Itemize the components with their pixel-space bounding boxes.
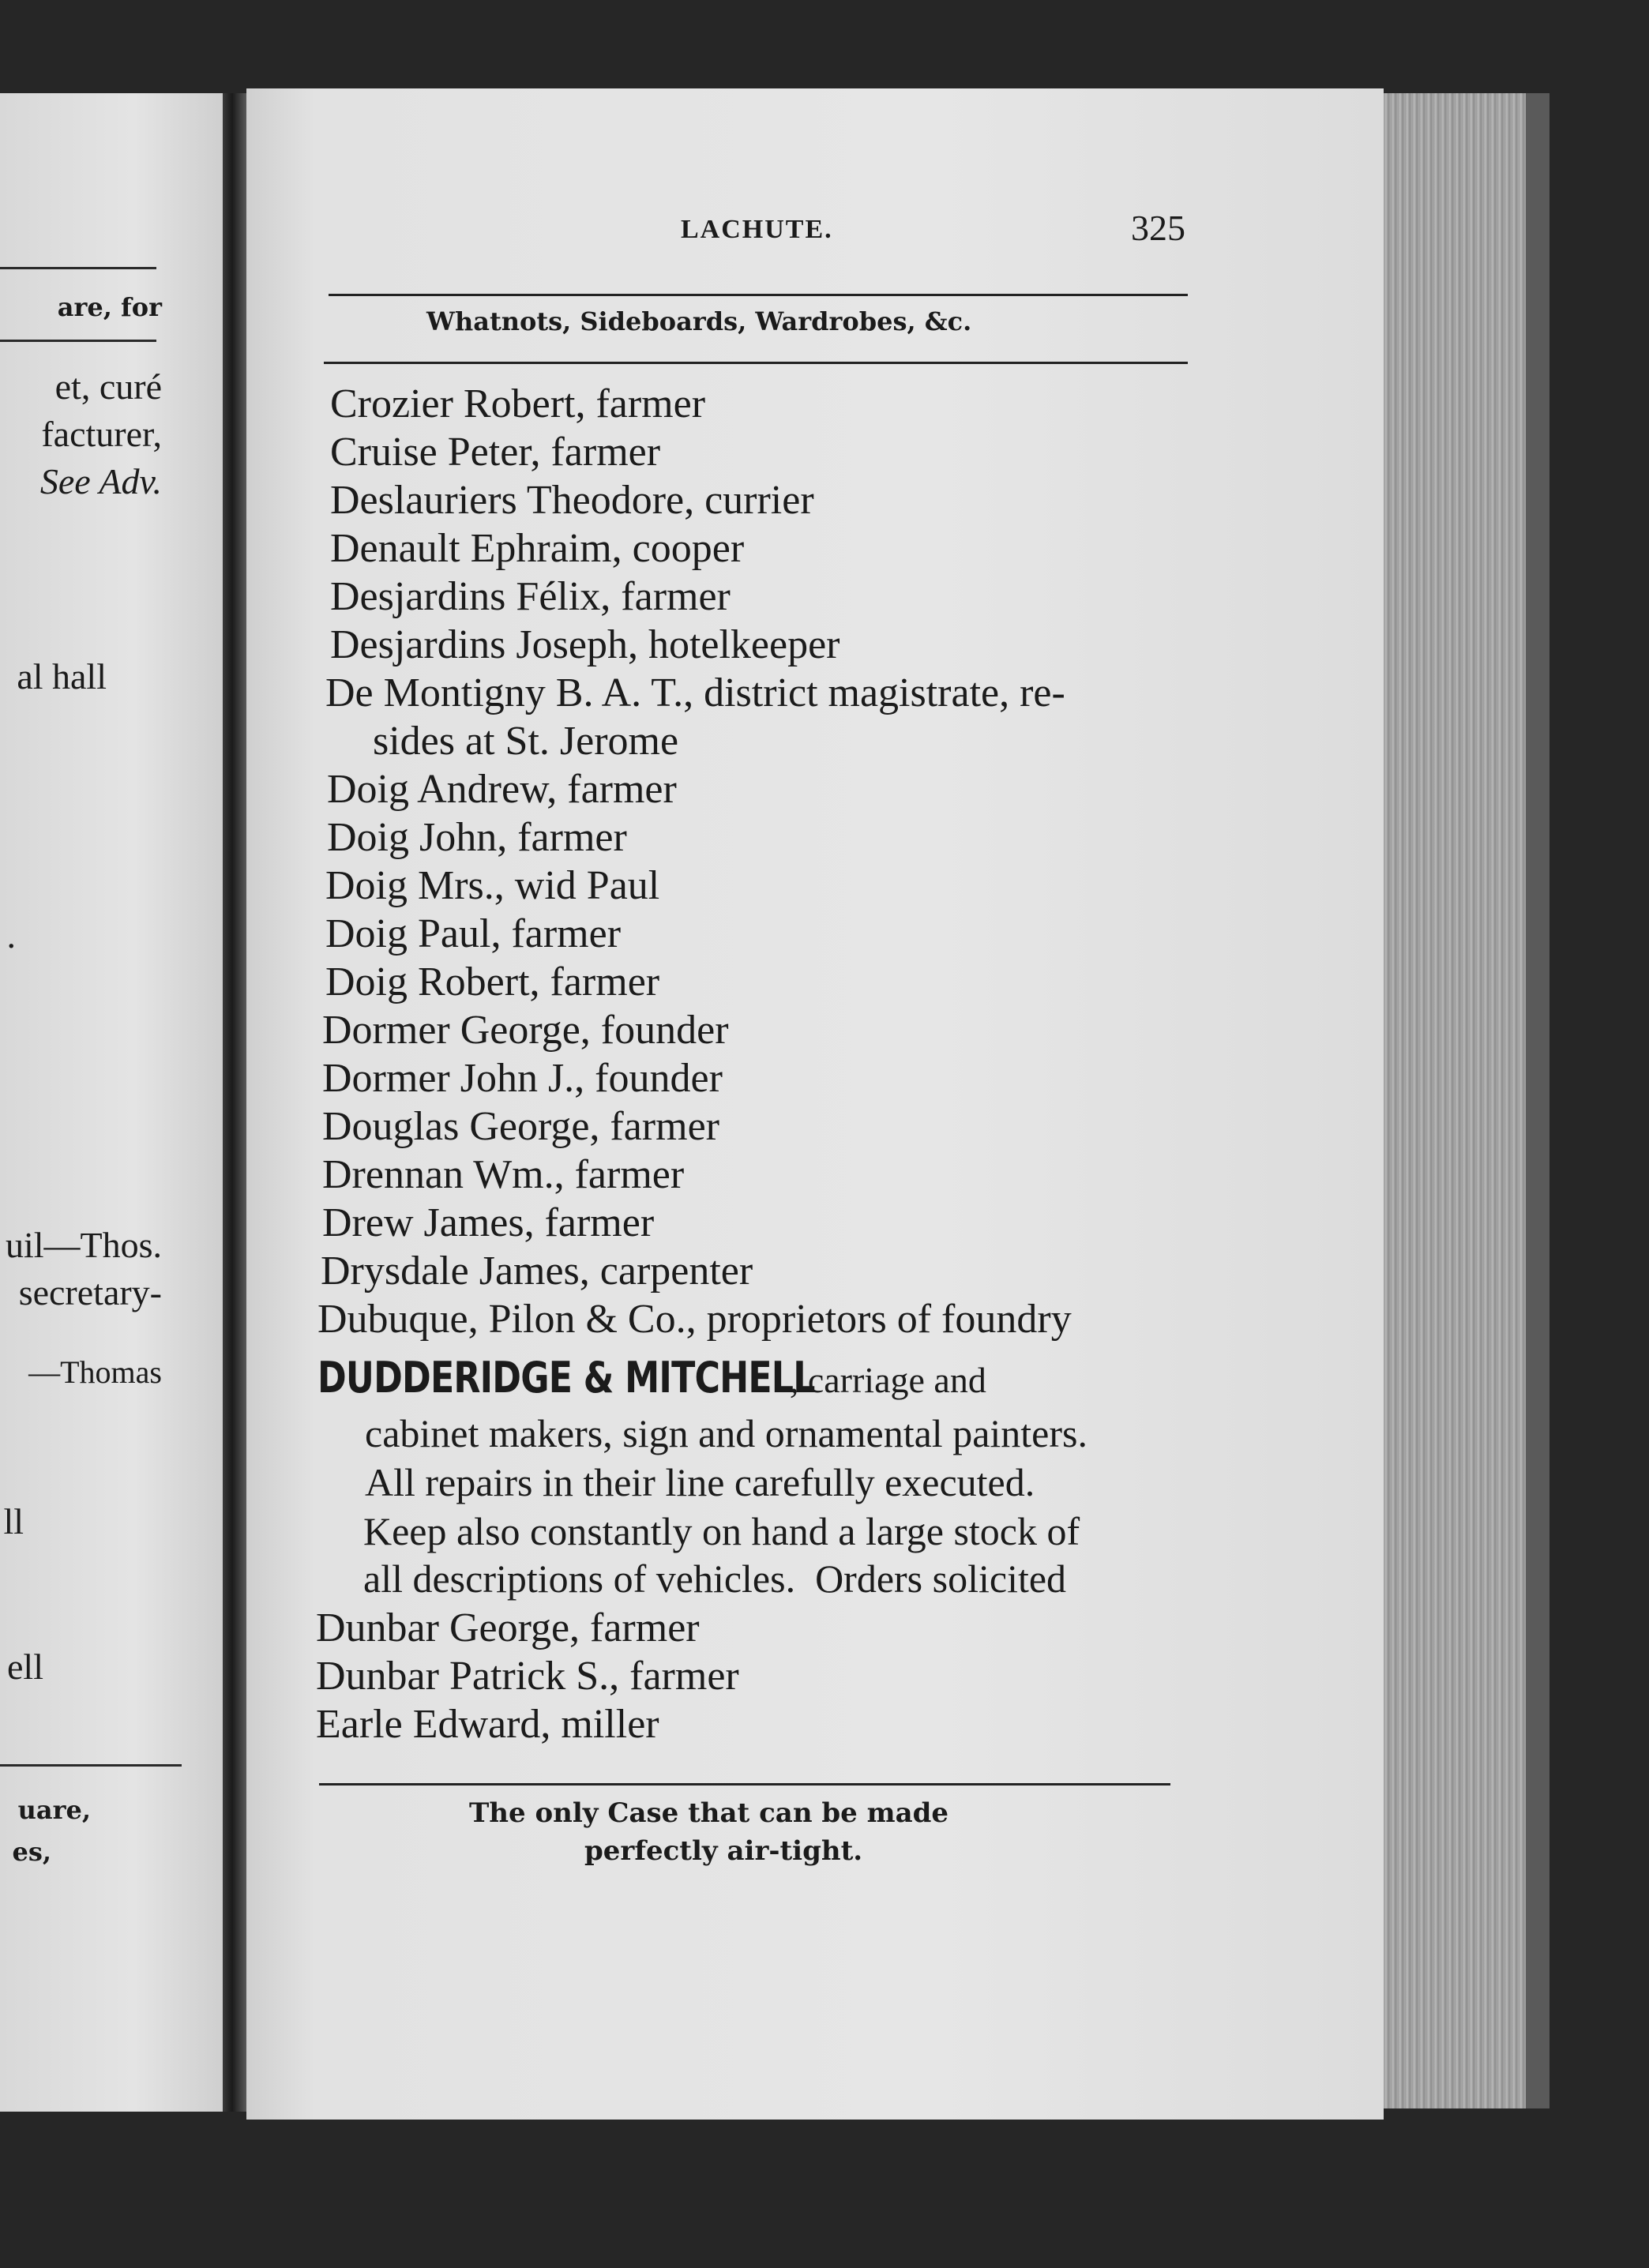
business-name: DUDDERIDGE & MITCHELL bbox=[317, 1353, 815, 1402]
directory-entry: Desjardins Félix, farmer bbox=[330, 574, 731, 619]
running-head: LACHUTE. bbox=[681, 215, 833, 244]
directory-entry: Douglas George, farmer bbox=[322, 1104, 719, 1149]
footer-advert-line: The only Case that can be made bbox=[469, 1797, 949, 1829]
left-page-line: et, curé bbox=[54, 366, 162, 407]
book-gutter bbox=[223, 93, 246, 2112]
left-page-line: ll bbox=[3, 1501, 24, 1541]
page-edges-shadow bbox=[1526, 93, 1549, 2108]
header-rule-top bbox=[329, 294, 1188, 296]
directory-entry: Drew James, farmer bbox=[322, 1200, 655, 1245]
header-rule-bottom bbox=[324, 362, 1188, 364]
directory-entry: Drennan Wm., farmer bbox=[322, 1152, 685, 1197]
directory-entry: Desjardins Joseph, hotelkeeper bbox=[330, 622, 840, 667]
footer-advert-line: perfectly air-tight. bbox=[584, 1835, 863, 1867]
directory-entry: Doig Paul, farmer bbox=[325, 911, 622, 956]
directory-entry: Dormer George, founder bbox=[322, 1008, 729, 1053]
left-page-line: al hall bbox=[17, 656, 107, 697]
left-page-line: ell bbox=[7, 1647, 43, 1687]
left-page-rule bbox=[0, 267, 156, 269]
directory-entry: Cruise Peter, farmer bbox=[330, 430, 661, 475]
left-page-line: . bbox=[6, 915, 16, 956]
directory-entry: Dunbar Patrick S., farmer bbox=[316, 1654, 739, 1699]
left-page-rule bbox=[0, 340, 156, 342]
directory-entry: Doig Robert, farmer bbox=[325, 959, 660, 1004]
directory-entry: Doig Mrs., wid Paul bbox=[325, 863, 660, 908]
section-heading: Whatnots, Sideboards, Wardrobes, &c. bbox=[426, 306, 972, 336]
left-page-line: —Thomas bbox=[28, 1354, 162, 1390]
left-page-rule bbox=[0, 1764, 182, 1767]
business-description-start: , carriage and bbox=[789, 1360, 986, 1400]
business-entry bbox=[317, 1353, 986, 1402]
left-page-line: are, for bbox=[57, 292, 162, 322]
footer-rule bbox=[319, 1783, 1170, 1785]
directory-entry: Crozier Robert, farmer bbox=[330, 381, 706, 426]
left-facing-page bbox=[0, 93, 223, 2112]
business-description-line: All repairs in their line carefully executed. bbox=[365, 1460, 1035, 1504]
directory-entry: Dormer John J., founder bbox=[322, 1056, 723, 1101]
left-page-line: uare, bbox=[17, 1795, 91, 1825]
directory-entry: Dubuque, Pilon & Co., proprietors of foundry bbox=[317, 1297, 1072, 1342]
page-edges bbox=[1384, 93, 1526, 2108]
directory-entry: Deslauriers Theodore, currier bbox=[330, 478, 814, 523]
left-page-line: secretary- bbox=[18, 1272, 162, 1312]
directory-entry: Dunbar George, farmer bbox=[316, 1605, 700, 1650]
directory-entry: Drysdale James, carpenter bbox=[321, 1249, 753, 1294]
directory-entry: De Montigny B. A. T., district magistrate, re- bbox=[325, 670, 1065, 715]
directory-entry: Denault Ephraim, cooper bbox=[330, 526, 745, 571]
left-page-line: es, bbox=[12, 1837, 51, 1867]
left-page-line: See Adv. bbox=[39, 461, 162, 501]
directory-entry: Doig John, farmer bbox=[327, 815, 627, 860]
page-number: 325 bbox=[1131, 208, 1185, 248]
business-description-line: all descriptions of vehicles. Orders solicited bbox=[363, 1556, 1067, 1601]
business-description-line: Keep also constantly on hand a large stock of bbox=[363, 1509, 1080, 1553]
directory-entry: Earle Edward, miller bbox=[316, 1702, 659, 1747]
directory-entry-continuation: sides at St. Jerome bbox=[373, 719, 679, 764]
left-page-line: facturer, bbox=[41, 414, 162, 454]
left-page-line: uil—Thos. bbox=[5, 1225, 162, 1265]
directory-entry: Doig Andrew, farmer bbox=[327, 767, 677, 812]
business-description-line: cabinet makers, sign and ornamental painters. bbox=[365, 1411, 1087, 1455]
